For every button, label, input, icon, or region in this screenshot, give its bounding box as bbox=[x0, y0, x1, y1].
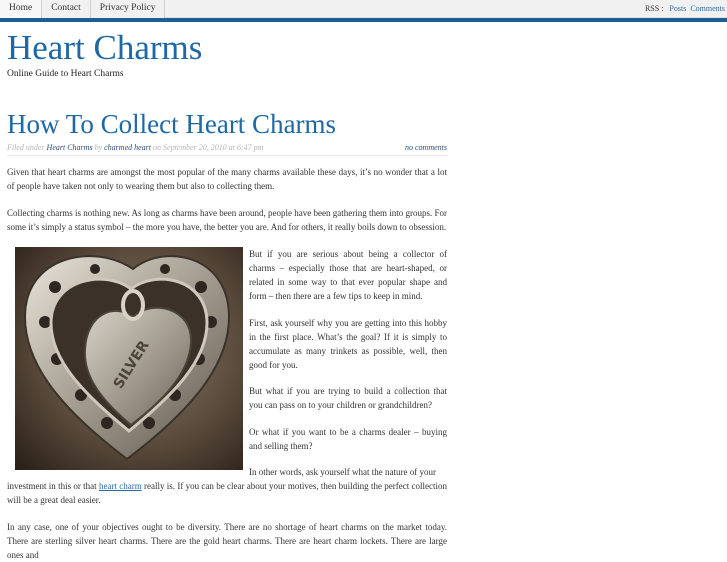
top-navigation bbox=[0, 0, 165, 18]
post-title[interactable]: How To Collect Heart Charms bbox=[7, 109, 337, 139]
heart-charm-link[interactable]: heart charm bbox=[98, 481, 142, 491]
meta-by: by bbox=[94, 143, 103, 152]
meta-category-link[interactable]: Heart Charms bbox=[46, 143, 93, 152]
heart-charm-photo bbox=[15, 247, 243, 470]
p6-text-before: investment in this or that bbox=[7, 481, 97, 491]
post-paragraph: Given that heart charms are amongst the most popular of the many charms available these days, it’s no wonder that a lot of people have taken not only to wearing them but also to collecting them. bbox=[7, 167, 447, 191]
nav-contact-link[interactable]: Contact bbox=[42, 0, 91, 18]
rss-label: RSS : bbox=[644, 4, 664, 13]
comments-link[interactable]: no comments bbox=[405, 143, 447, 152]
site-description: Online Guide to Heart Charms bbox=[7, 69, 124, 79]
heart-charm-image bbox=[15, 247, 243, 470]
post-paragraph: In any case, one of your objectives ought to be diversity. There are no shortage of heart charms on the market today. There are sterling silver heart charms. There are the gold heart charms. There are heart charm lockets. There are large ones and bbox=[7, 522, 447, 560]
rss-links bbox=[645, 0, 727, 18]
site-title[interactable]: Heart Charms bbox=[7, 28, 203, 67]
post-paragraph: In other words, ask yourself what the nature of your bbox=[249, 467, 436, 477]
post-paragraph: But if you are serious about being a collector of charms – especially those that are heart-shaped, or related in some way to that ever popular shape and form – then there are a few tips to keep in mind. bbox=[249, 249, 447, 301]
meta-author-link[interactable]: charmed heart bbox=[104, 143, 152, 152]
post-paragraph: Collecting charms is nothing new. As long as charms have been around, people have been gathering them into groups. For some it’s simply a status symbol – the more you have, the better you are. And for others, it really boils down to obsession. bbox=[7, 208, 447, 232]
post-paragraph: First, ask yourself why you are getting into this hobby in the first place. What’s the goal? If it is simply to accumulate as many trinkets as possible, well, then good for you. bbox=[249, 318, 447, 370]
rss-comments-link[interactable]: Comments bbox=[690, 4, 725, 13]
post-meta bbox=[7, 142, 447, 156]
header-divider bbox=[0, 18, 727, 22]
post-paragraph bbox=[7, 479, 447, 507]
post-paragraph: But what if you are trying to build a collection that you can pass on to your children or grandchildren? bbox=[249, 386, 447, 410]
meta-date: on September 20, 2010 at 6:47 pm bbox=[153, 143, 264, 152]
nav-home-link[interactable]: Home bbox=[0, 0, 42, 18]
meta-filed-under: Filed under bbox=[7, 143, 45, 152]
top-bar bbox=[0, 0, 727, 18]
nav-privacy-policy-link[interactable]: Privacy Policy bbox=[91, 0, 166, 18]
rss-posts-link[interactable]: Posts bbox=[669, 4, 687, 13]
p6-text-after: really is. If you can be clear about your motives, then building the perfect collection will be a great deal easier. bbox=[7, 481, 447, 505]
post-paragraph: Or what if you want to be a charms dealer – buying and selling them? bbox=[249, 427, 447, 451]
charm-engraving: SILVER bbox=[110, 337, 153, 392]
